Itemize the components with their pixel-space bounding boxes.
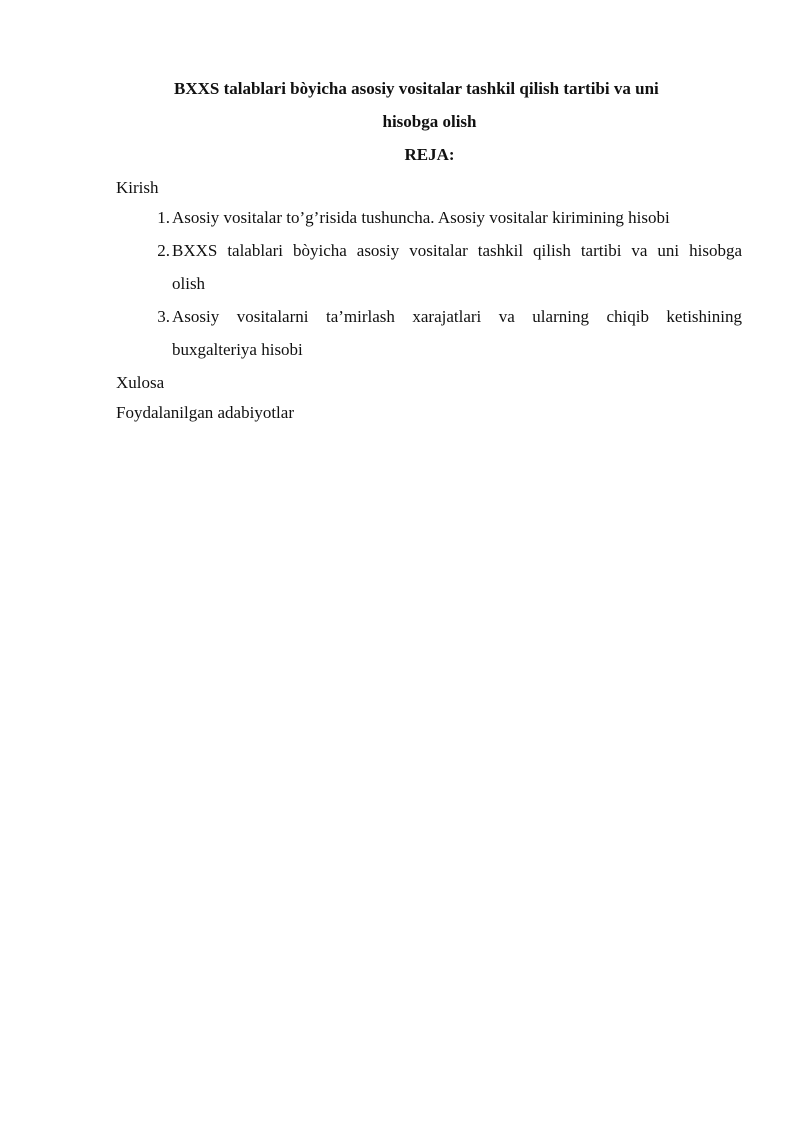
intro-label: Kirish [116, 178, 159, 197]
document-title-line-2: hisobga olish [382, 112, 477, 131]
plan-item-line: BXXS talablari bòyicha asosiy vositalar tashkil qilish tartibi va uni hisobga [172, 241, 742, 260]
plan-item-text [172, 201, 742, 234]
plan-item-line: buxgalteriya hisobi [172, 340, 303, 359]
plan-item-number: 1. [157, 208, 170, 227]
plan-item-number: 2. [157, 241, 170, 260]
document-title-line-1: BXXS talablari bòyicha asosiy vositalar tashkil qilish tartibi va uni [174, 79, 659, 98]
plan-item-line: Asosiy vositalarni ta’mirlash xarajatlari va ularning chiqib ketishining [172, 307, 742, 326]
conclusion-label: Xulosa [116, 373, 165, 392]
plan-item-text [172, 234, 742, 300]
plan-item-number: 3. [157, 307, 170, 326]
plan-heading: REJA: [404, 145, 455, 164]
plan-item-line: olish [172, 274, 206, 293]
plan-item-line: Asosiy vositalar to’g’risida tushuncha. Asosiy vositalar kirimining hisobi [172, 208, 670, 227]
plan-item-text [172, 300, 742, 366]
references-label: Foydalanilgan adabiyotlar [116, 403, 294, 422]
